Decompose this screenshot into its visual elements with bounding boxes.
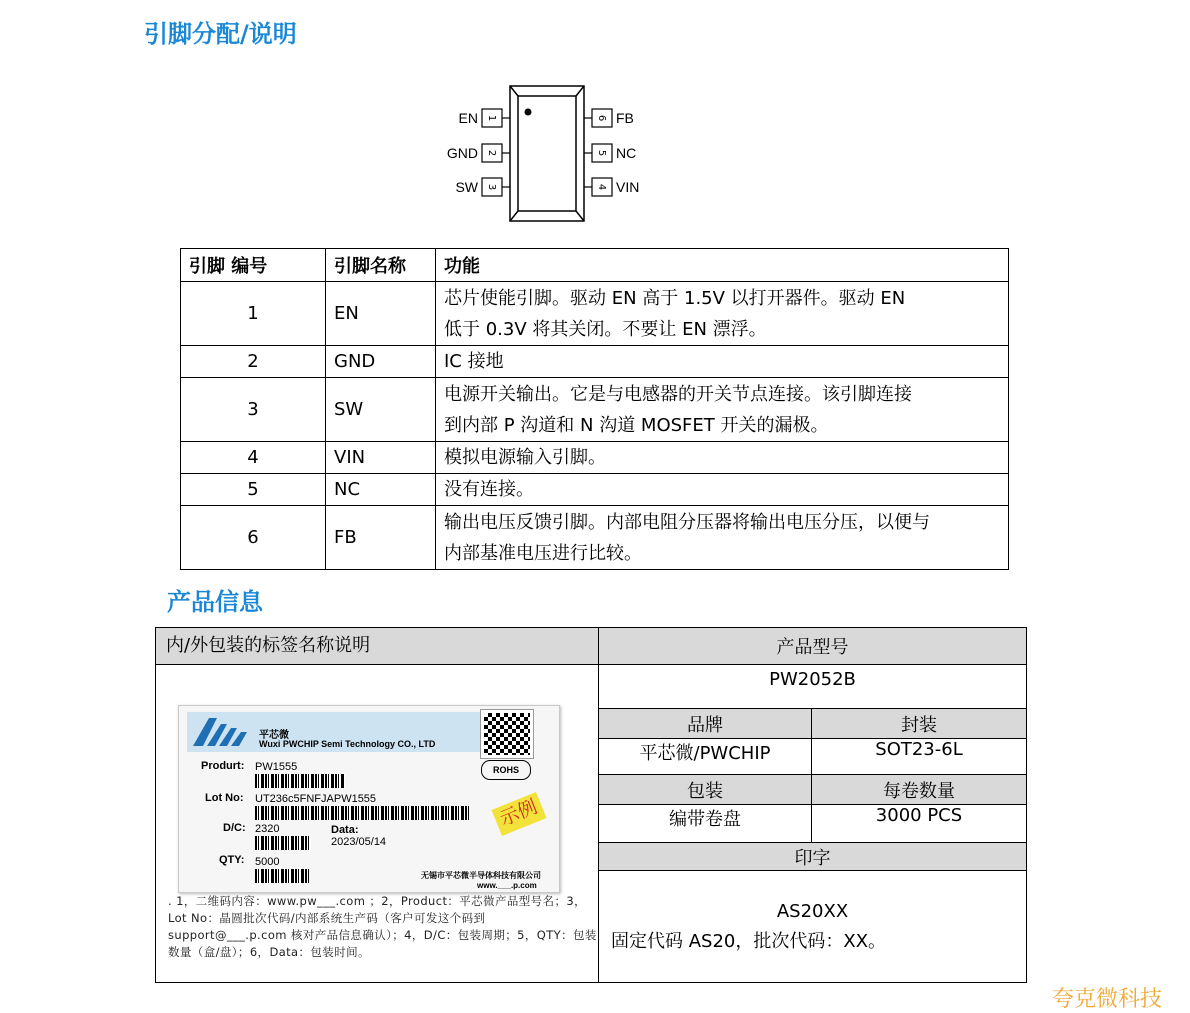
pin-function-cell: IC 接地 [436,346,1009,378]
pin-number-cell: 6 [181,506,326,570]
pin-function-cell: 电源开关输出。它是与电感器的开关节点连接。该引脚连接 到内部 P 沟道和 N 沟道 MOSFET 开关的漏极。 [436,378,1009,442]
label-company-en: Wuxi PWCHIP Semi Technology CO., LTD [259,739,436,749]
pin-table-row [181,282,1009,346]
package-header: 封装 [811,708,1026,738]
pin-en-left [459,109,510,127]
product-info-heading: 产品信息 [167,588,263,616]
pin-number: 4 [596,183,607,191]
label-data-key: Data: [331,824,359,836]
pin-name: NC [616,145,637,161]
lot-barcode [255,806,469,820]
pin-name-cell: FB [326,506,436,570]
marking-code: AS20XX [776,901,849,922]
label-produrt-key: Produrt: [201,760,245,772]
watermark: 夸克微科技 [1052,987,1163,1012]
pin-number-cell: 4 [181,442,326,474]
pin-number: 3 [486,183,497,191]
pin-table-row [181,442,1009,474]
pin-name: SW [455,179,478,195]
qty-per-reel-value: 3000 PCS [811,804,1026,842]
pin-name-cell: SW [326,378,436,442]
rohs-badge: ROHS [481,760,531,780]
pin-table-row [181,474,1009,506]
label-data-value: 2023/05/14 [331,836,387,848]
label-company-cn: 无锡市平芯微半导体科技有限公司 [421,871,541,880]
label-qty-key: QTY: [219,854,245,866]
pin-name: FB [616,110,634,126]
qr-code-icon [481,710,533,758]
brand-value: 平芯微/PWCHIP [598,738,811,774]
product-info-table [155,627,1027,983]
pin-name-cell: NC [326,474,436,506]
packing-value: 编带卷盘 [598,804,811,842]
pin-number: 6 [596,114,607,122]
label-website: www.___.p.com [477,881,537,890]
pin-vin-right [584,178,639,196]
pin-nc-right [584,144,636,162]
pin-table-header-row [181,249,1009,282]
model-value: PW2052B [598,664,1026,708]
qty-barcode [255,869,309,883]
pin-table-row [181,506,1009,570]
label-brand-cn: 平芯微 [259,730,289,741]
qty-per-reel-header: 每卷数量 [811,774,1026,804]
marking-description: 固定代码 AS20，批次代码：XX。 [611,931,887,952]
pin-function-cell: 输出电压反馈引脚。内部电阻分压器将输出电压分压，以便与 内部基准电压进行比较。 [436,506,1009,570]
chip-pinout-diagram [440,84,650,226]
packing-header: 包装 [598,774,811,804]
pwchip-logo-icon [191,714,249,748]
package-value: SOT23-6L [811,738,1026,774]
pin1-marker-dot [525,109,532,116]
model-header: 产品型号 [598,628,1026,664]
package-body [510,86,584,221]
dc-barcode [255,836,311,850]
pin-name: EN [458,110,478,126]
label-field-notes: . 1，二维码内容：www.pw___.com ；2，Product：平芯微产品型号名；3，Lot No：晶圆批次代码/内部系统生产码（客户可发这个码到support@___.p.com 核对产品信息确认）；4，D/C：包装周期；5，QTY：包装数量（盒/盘）；6，Data：包装时间。 [168,894,597,959]
pin-sw-left [455,178,510,196]
pin-number: 5 [596,149,607,157]
sample-stamp: 示例 [492,792,547,836]
pin-table-row [181,378,1009,442]
pin-table-row [181,346,1009,378]
sample-package-label [178,705,560,893]
pin-name: VIN [616,179,640,195]
pin-number-cell: 1 [181,282,326,346]
pin-name-cell: VIN [326,442,436,474]
pin-function-cell: 模拟电源输入引脚。 [436,442,1009,474]
label-dc-key: D/C: [223,822,246,834]
brand-header: 品牌 [598,708,811,738]
marking-header: 印字 [598,842,1026,870]
pin-gnd-left [447,144,510,162]
pin-number: 2 [486,149,497,157]
header-pin-number: 引脚 编号 [181,249,326,282]
pin-description-table [180,248,1009,570]
label-image-area [156,664,598,982]
pin-number: 1 [486,114,497,122]
produrt-barcode [255,774,345,788]
pin-name-cell: EN [326,282,436,346]
pin-assignment-heading: 引脚分配/说明 [144,20,297,48]
pin-number-cell: 3 [181,378,326,442]
pin-number-cell: 5 [181,474,326,506]
marking-cell [598,870,1026,982]
pin-name: GND [446,145,478,161]
pin-function-cell: 芯片使能引脚。驱动 EN 高于 1.5V 以打开器件。驱动 EN 低于 0.3V 将其关闭。不要让 EN 漂浮。 [436,282,1009,346]
pin-fb-right [584,109,634,127]
label-lot-value: UT236c5FNFJAPW1555 [255,793,377,805]
header-function: 功能 [436,249,1009,282]
header-pin-name: 引脚名称 [326,249,436,282]
label-lot-key: Lot No: [205,792,244,804]
label-dc-value: 2320 [255,823,280,835]
label-qty-value: 5000 [255,856,280,868]
pin-number-cell: 2 [181,346,326,378]
label-produrt-value: PW1555 [255,761,298,773]
pin-name-cell: GND [326,346,436,378]
label-description-header: 内/外包装的标签名称说明 [156,628,598,664]
pin-function-cell: 没有连接。 [436,474,1009,506]
